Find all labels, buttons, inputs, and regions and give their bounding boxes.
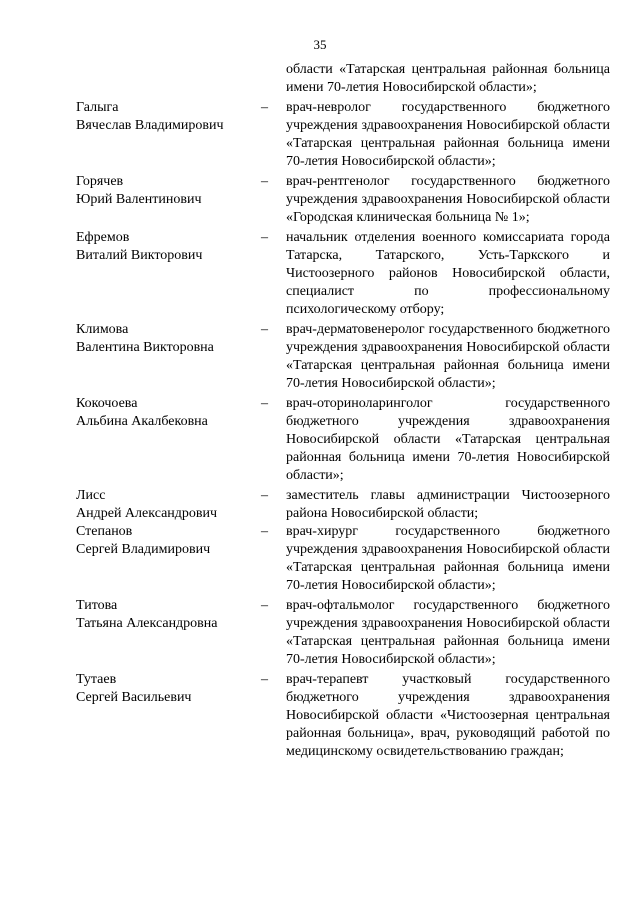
member-given-names: Виталий Викторович bbox=[76, 248, 203, 263]
member-surname: Тутаев bbox=[76, 672, 117, 687]
member-given-names: Вячеслав Владимирович bbox=[76, 118, 224, 133]
member-given-names: Татьяна Александровна bbox=[76, 616, 218, 631]
member-position: врач-терапевт участковый государственного бюджетного учреждения здравоохранения Новосибирской области «Чистоозерная центральная районная больница», врач, руководящий работой по медицинскому освидетельствованию граждан; bbox=[286, 672, 610, 759]
member-name bbox=[76, 487, 254, 523]
member-position: заместитель главы администрации Чистоозерного района Новосибирской области; bbox=[286, 488, 610, 521]
member-entry bbox=[0, 229, 640, 319]
member-surname: Лисс bbox=[76, 488, 106, 503]
member-position: врач-хирург государственного бюджетного учреждения здравоохранения Новосибирской области «Татарская центральная районная больница имени 70-летия Новосибирской области»; bbox=[286, 524, 610, 593]
member-position: области «Татарская центральная районная больница имени 70-летия Новосибирской области»; bbox=[286, 62, 610, 95]
member-given-names: Сергей Владимирович bbox=[76, 542, 211, 557]
member-entry bbox=[0, 395, 640, 485]
dash-separator: – bbox=[261, 524, 268, 539]
dash-separator: – bbox=[261, 672, 268, 687]
member-name bbox=[76, 229, 254, 265]
member-surname: Кокочоева bbox=[76, 396, 138, 411]
member-surname: Титова bbox=[76, 598, 118, 613]
member-name bbox=[76, 597, 254, 633]
member-surname: Галыга bbox=[76, 100, 119, 115]
dash-separator: – bbox=[261, 230, 268, 245]
member-entry-continuation bbox=[0, 61, 640, 97]
member-entry bbox=[0, 487, 640, 523]
member-name bbox=[76, 173, 254, 209]
member-entry bbox=[0, 523, 640, 595]
member-surname: Климова bbox=[76, 322, 129, 337]
member-position: врач-дерматовенеролог государственного бюджетного учреждения здравоохранения Новосибирской области «Татарская центральная районная больница имени 70-летия Новосибирской области»; bbox=[286, 322, 610, 391]
member-entry bbox=[0, 597, 640, 669]
member-surname: Ефремов bbox=[76, 230, 130, 245]
member-entry bbox=[0, 671, 640, 761]
commission-members-list bbox=[0, 61, 640, 761]
dash-separator: – bbox=[261, 174, 268, 189]
dash-separator: – bbox=[261, 396, 268, 411]
member-name bbox=[76, 99, 254, 135]
dash-separator: – bbox=[261, 598, 268, 613]
member-given-names: Сергей Васильевич bbox=[76, 690, 192, 705]
dash-separator: – bbox=[261, 322, 268, 337]
member-surname: Горячев bbox=[76, 174, 124, 189]
member-position: врач-рентгенолог государственного бюджетного учреждения здравоохранения Новосибирской области «Городская клиническая больница № 1»; bbox=[286, 174, 610, 225]
dash-separator: – bbox=[261, 100, 268, 115]
page-number: 35 bbox=[313, 37, 327, 52]
member-position: врач-оториноларинголог государственного бюджетного учреждения здравоохранения Новосибирской области «Татарская центральная районная больница имени 70-летия Новосибирской области»; bbox=[286, 396, 610, 483]
member-position: врач-офтальмолог государственного бюджетного учреждения здравоохранения Новосибирской области «Татарская центральная районная больница имени 70-летия Новосибирской области»; bbox=[286, 598, 610, 667]
member-name bbox=[76, 523, 254, 559]
member-given-names: Альбина Акалбековна bbox=[76, 414, 208, 429]
member-entry bbox=[0, 99, 640, 171]
member-position: начальник отделения военного комиссариата города Татарска, Татарского, Усть-Таркского и Чистоозерного районов Новосибирской области, специалист по профессиональному психологическому отбору; bbox=[286, 230, 610, 317]
member-position: врач-невролог государственного бюджетного учреждения здравоохранения Новосибирской области «Татарская центральная районная больница имени 70-летия Новосибирской области»; bbox=[286, 100, 610, 169]
member-name bbox=[76, 671, 254, 707]
member-name bbox=[76, 395, 254, 431]
member-name bbox=[76, 321, 254, 357]
member-surname: Степанов bbox=[76, 524, 133, 539]
member-given-names: Юрий Валентинович bbox=[76, 192, 202, 207]
member-entry bbox=[0, 321, 640, 393]
member-entry bbox=[0, 173, 640, 227]
member-given-names: Андрей Александрович bbox=[76, 506, 218, 521]
dash-separator: – bbox=[261, 488, 268, 503]
member-given-names: Валентина Викторовна bbox=[76, 340, 214, 355]
